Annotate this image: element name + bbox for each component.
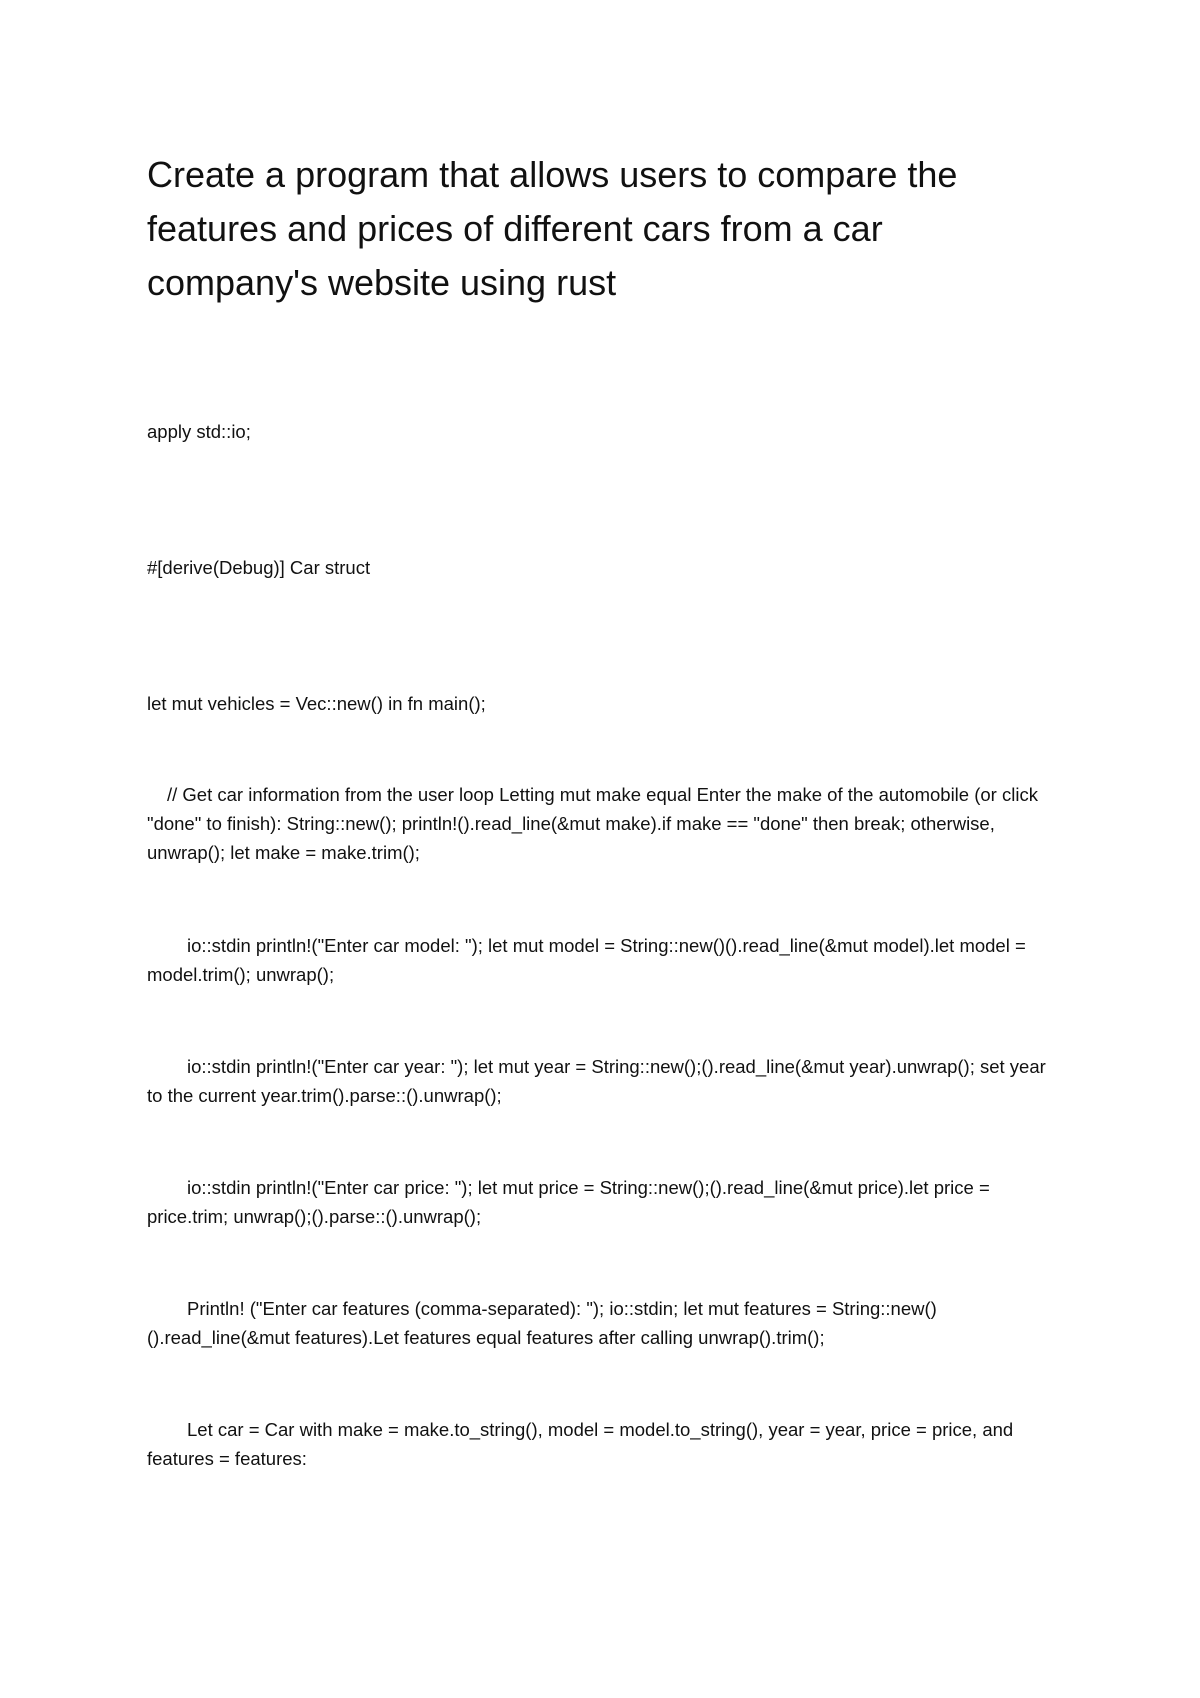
paragraph-main: let mut vehicles = Vec::new() in fn main(); xyxy=(147,693,486,714)
paragraph-features: Println! ("Enter car features (comma-separated): "); io::stdin; let mut features = String::new()().read_line(&mut features).Let features equal features after calling unwrap().trim(); xyxy=(147,1298,937,1348)
paragraph-car: Let car = Car with make = make.to_string(), model = model.to_string(), year = year, price = price, and features = features: xyxy=(147,1419,1014,1469)
paragraph-use-statement: apply std::io; xyxy=(147,421,251,442)
paragraph-struct: #[derive(Debug)] Car struct xyxy=(147,557,371,578)
paragraph-model: io::stdin println!("Enter car model: "); let mut model = String::new()().read_line(&mut model).let model = model.trim(); unwrap(); xyxy=(147,935,1026,985)
paragraph-price: io::stdin println!("Enter car price: "); let mut price = String::new();().read_line(&mut price).let price = price.trim; unwrap();().parse::().unwrap(); xyxy=(147,1177,990,1227)
paragraph-year: io::stdin println!("Enter car year: "); let mut year = String::new();().read_line(&mut year).unwrap(); set year to the current year.trim().parse::().unwrap(); xyxy=(147,1056,1046,1106)
document-title: Create a program that allows users to compare the features and prices of different cars from a car company's website using rust xyxy=(147,154,958,303)
paragraph-loop: // Get car information from the user loop Letting mut make equal Enter the make of the automobile (or click "done" to finish): String::new(); println!().read_line(&mut make).if make == "done" then break; otherwise, unwrap(); let make = make.trim(); xyxy=(147,784,1038,863)
